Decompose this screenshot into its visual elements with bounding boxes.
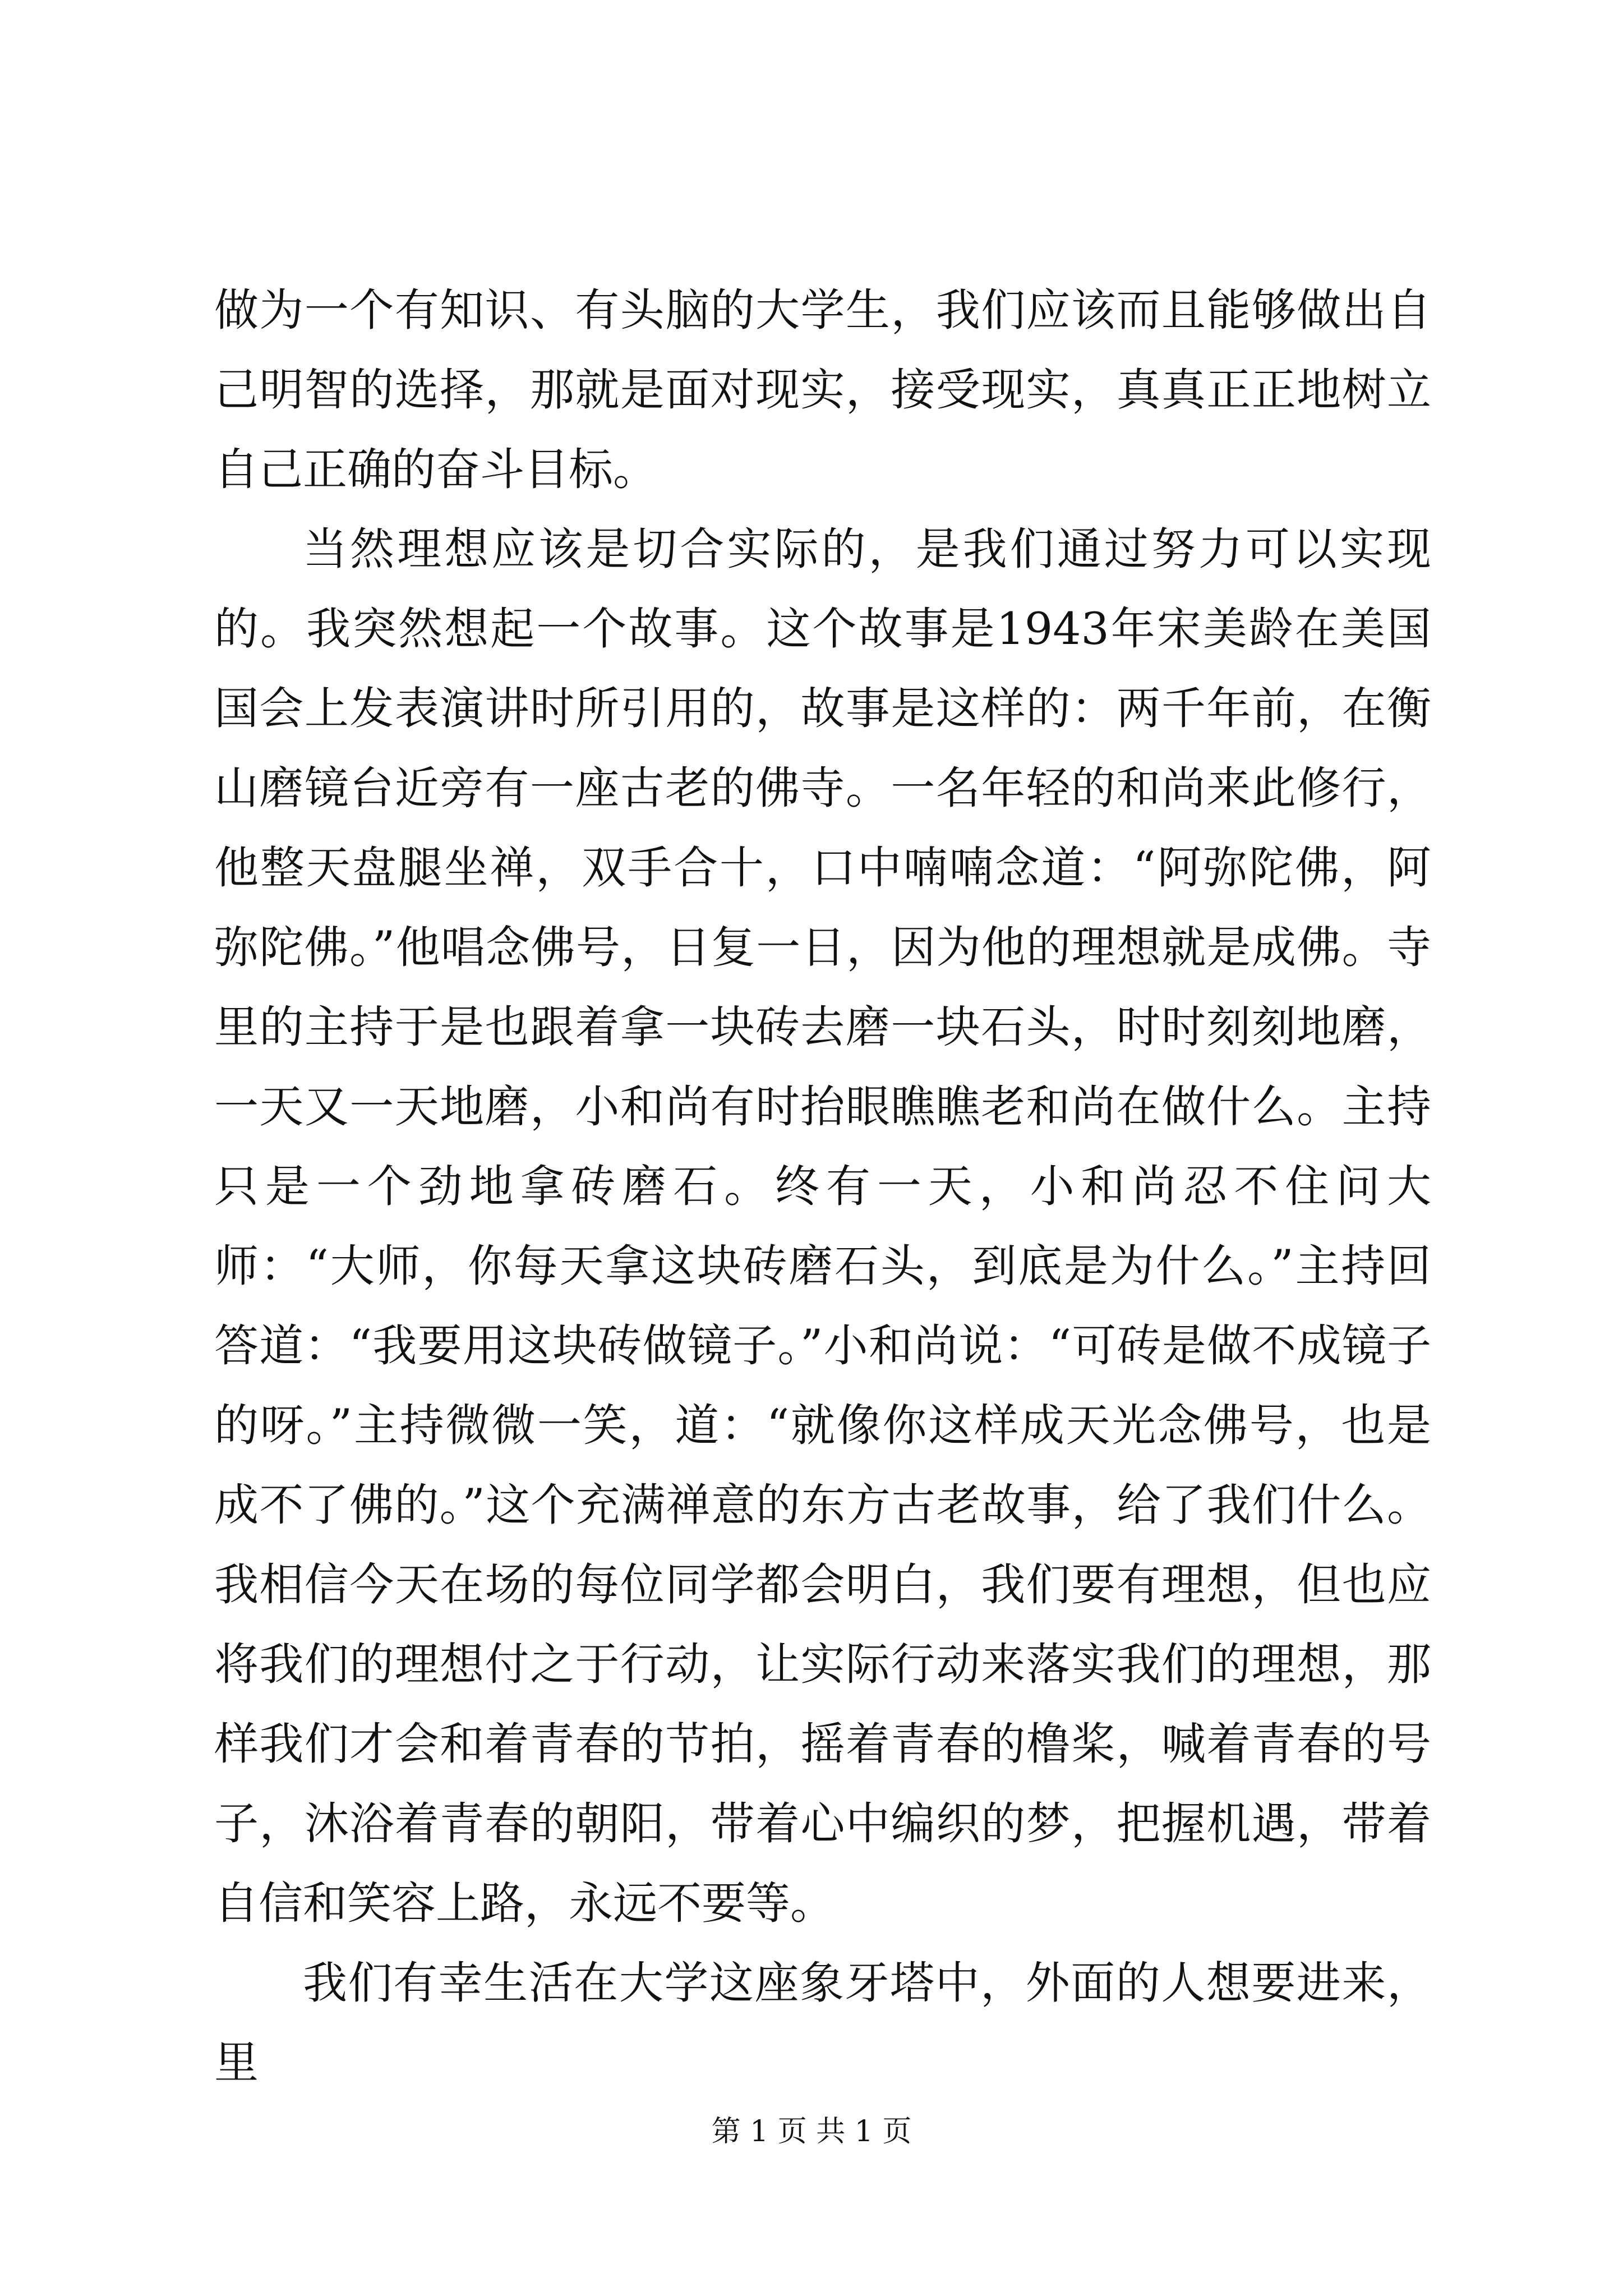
paragraph-1: 做为一个有知识、有头脑的大学生，我们应该而且能够做出自己明智的选择，那就是面对现实，接受现实，真真正正地树立自己正确的奋斗目标。 [214,284,1431,495]
document-body [214,270,1431,2102]
paragraph-3: 我们有幸生活在大学这座象牙塔中，外面的人想要进来，里 [214,1957,1431,2088]
paragraph-2: 当然理想应该是切合实际的，是我们通过努力可以实现的。我突然想起一个故事。这个故事是1943年宋美龄在美国国会上发表演讲时所引用的，故事是这样的：两千年前，在衡山磨镜台近旁有一座古老的佛寺。一名年轻的和尚来此修行，他整天盘腿坐禅，双手合十，口中喃喃念道：“阿弥陀佛，阿弥陀佛。”他唱念佛号，日复一日，因为他的理想就是成佛。寺里的主持于是也跟着拿一块砖去磨一块石头，时时刻刻地磨，一天又一天地磨，小和尚有时抬眼瞧瞧老和尚在做什么。主持只是一个劲地拿砖磨石。终有一天，小和尚忍不住问大师：“大师，你每天拿这块砖磨石头，到底是为什么。”主持回答道：“我要用这块砖做镜子。”小和尚说：“可砖是做不成镜子的呀。”主持微微一笑，道：“就像你这样成天光念佛号，也是成不了佛的。”这个充满禅意的东方古老故事，给了我们什么。我相信今天在场的每位同学都会明白，我们要有理想，但也应将我们的理想付之于行动，让实际行动来落实我们的理想，那样我们才会和着青春的节拍，摇着青春的橹桨，喊着青春的号子，沐浴着青春的朝阳，带着心中编织的梦，把握机遇，带着自信和笑容上路，永远不要等。 [214,523,1431,1929]
page-footer: 第 1 页 共 1 页 [711,2115,912,2148]
